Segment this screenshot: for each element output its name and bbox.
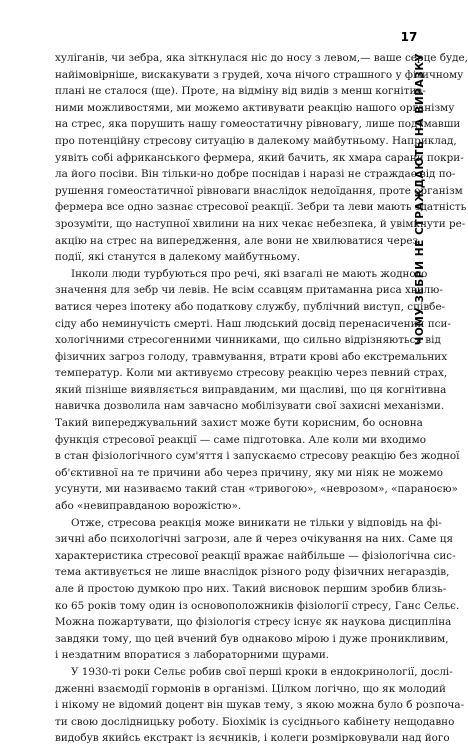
text-line: зичні або психологічні загрози, але й через очікування на них. Саме ця <box>55 533 453 546</box>
text-line: температур. Коли ми активуємо стресову реакцію через певний страх, <box>55 367 448 380</box>
text-line: акцію на стрес на випередження, але вони не хвилюватися через <box>55 234 419 247</box>
text-line: дженні взаємодії гормонів в організмі. Цілком логічно, що як молодий <box>55 682 446 695</box>
text-line: але й простою думкою про них. Такий висновок першим зробив близь- <box>55 583 447 595</box>
text-line: Можна пожартувати, що фізіологія стресу існує як наукова дисципліна <box>55 616 452 629</box>
text-line: характеристика стресової реакції вражає найбільше — фізіологічна сис- <box>55 549 456 562</box>
text-line: ти свою дослідницьку роботу. Біохімік із сусіднього кабінету нещодавно <box>55 715 455 728</box>
text-line: хуліганів, чи зебра, яка зіткнулася ніс до носу з левом,— ваше серце буде, <box>55 52 468 64</box>
text-line: ними можливостями, ми можемо активувати реакцію нашого організму <box>55 101 455 114</box>
text-line: Інколи люди турбуються про речі, які взагалі не мають жодного <box>71 267 428 280</box>
text-line: тема активується не лише внаслідок різного роду фізичних негараздів, <box>55 566 450 579</box>
text-line: найімовірніше, вискакувати з грудей, хоча нічого страшного у фізичному <box>55 68 464 81</box>
text-line: фермера все одно зазнає стресової реакції. Зебри та леви мають здатність <box>55 201 467 214</box>
page-number: 17 <box>400 30 418 44</box>
text-line: У 1930-ті роки Сельє робив свої перші кроки в ендокринології, дослі- <box>71 665 453 678</box>
text-line: зрозуміти, що наступної хвилини на них чекає небезпека, й увімкнути ре- <box>55 217 466 230</box>
text-line: уявіть собі африканського фермера, який бачить, як хмара сарани покри- <box>55 151 464 164</box>
text-line: фізичних загроз голоду, травмування, втрати крові або екстремальних <box>55 350 448 363</box>
running-head-text: ЧОМУ ЗЕБРИ НЕ СТРАЖДАЮТЬ НА ВИРАЗКУ <box>414 52 426 346</box>
text-line: завдяки тому, що цей вчений був однаково мірою і дуже проникливим, <box>55 632 449 645</box>
paragraph <box>55 515 460 664</box>
text-line: значення для зебр чи левів. Не всім ссавцям притаманна риса хвилю- <box>55 284 443 297</box>
text-line: події, які станутся в далекому майбутньому. <box>55 251 301 264</box>
text-line: хологічними стресогенними чинниками, що сильно відрізняються від <box>55 334 441 347</box>
text-line: в стан фізіологічного сум'яття і запускаємо стресову реакцію без жодної <box>55 450 460 463</box>
text-line: видобув якийсь екстракт із яєчників, і колеги розмірковували над його <box>55 732 450 745</box>
text-line: і нікому не відомий доцент він шукав тему, з якою можна було б розпоча- <box>55 699 465 712</box>
text-line: ко 65 років тому один із основоположників фізіології стресу, Ганс Сельє. <box>55 599 460 612</box>
text-line: рушення гомеостатичної рівноваги внаслідок недоїдання, проте організм <box>55 184 463 197</box>
text-line: ватися через іпотеку або податкову службу, публічний виступ, співбе- <box>55 300 446 313</box>
text-line: плані не сталося (ще). Проте, на відміну від видів з менш когнітив- <box>55 85 426 98</box>
text-line: або «невиправданою ворожістю». <box>55 500 242 513</box>
text-line: який пізніше виявляється виправданим, ми щасливі, що ця когнітивна <box>55 383 447 396</box>
text-line: усунути, ми називаємо такий стан «тривогою», «неврозом», «параноєю» <box>55 483 458 496</box>
text-line: ла його посіви. Він тільки-но добре поснідав і наразі не страждає від по- <box>55 168 456 181</box>
text-line: і нездатним впоратися з лабораторними щурами. <box>55 649 330 662</box>
text-line: об'єктивної на те причини або через причину, яку ми ніяк не можемо <box>55 466 443 479</box>
text-line: про потенційну стресову ситуацію в далекому майбутньому. Наприклад, <box>55 134 457 147</box>
text-line: Такий випереджувальний захист може бути корисним, бо основна <box>55 417 423 430</box>
paragraph <box>55 664 465 747</box>
text-line: на стрес, яка порушить нашу гомеостатичну рівновагу, лише подумавши <box>55 118 461 131</box>
text-line: функція стресової реакції — саме підготовка. Але коли ми входимо <box>55 433 426 446</box>
text-line: сіду або неминучість смерті. Наш людський досвід перенасичений пси- <box>55 317 451 330</box>
paragraph <box>55 266 460 515</box>
text-line: Отже, стресова реакція може виникати не тільки у відповідь на фі- <box>71 516 442 529</box>
text-line: навичка дозволила нам завчасно мобілізувати свої захисні механізми. <box>55 400 445 413</box>
